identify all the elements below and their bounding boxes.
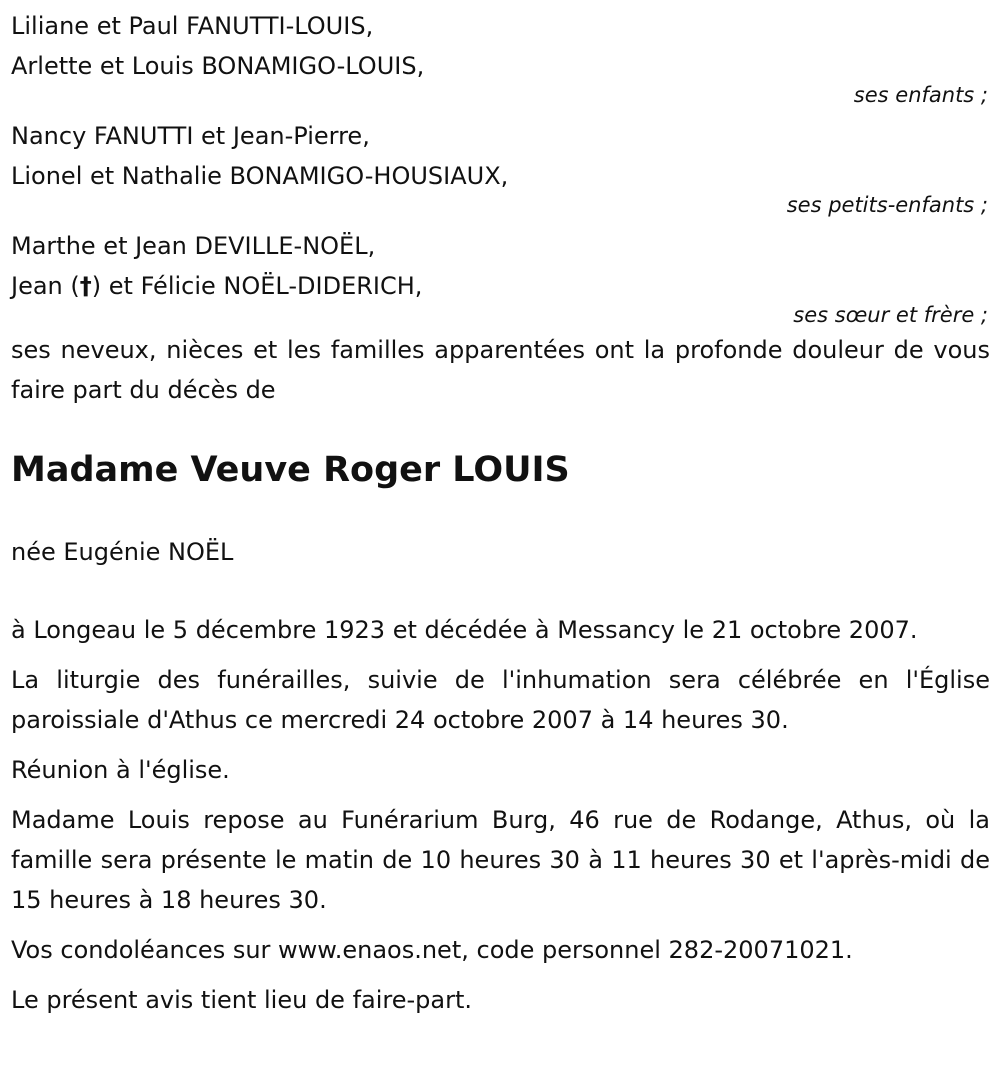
- family-line: Arlette et Louis BONAMIGO-LOUIS,: [11, 52, 425, 80]
- condolences-paragraph: Vos condoléances sur www.enaos.net, code personnel 282-20071021.: [11, 936, 853, 964]
- relation-label: ses enfants ;: [853, 83, 988, 107]
- maiden-name: née Eugénie NOËL: [11, 538, 234, 566]
- family-line: Lionel et Nathalie BONAMIGO-HOUSIAUX,: [11, 162, 509, 190]
- meeting-paragraph: Réunion à l'église.: [11, 756, 230, 784]
- deceased-name: Madame Veuve Roger LOUIS: [11, 450, 570, 490]
- funerarium-paragraph: Madame Louis repose au Funérarium Burg, 46 rue de Rodange, Athus, où la famille sera présente le matin de 10 heures 30 à 11 heures 30 et l'après-midi de 15 heures à 18 heures 30.: [11, 806, 990, 914]
- family-line: Liliane et Paul FANUTTI-LOUIS,: [11, 12, 374, 40]
- family-line: Marthe et Jean DEVILLE-NOËL,: [11, 232, 376, 260]
- family-line-part: Jean (: [11, 272, 80, 300]
- deceased-cross-icon: †: [79, 272, 92, 300]
- announcement-text: ses neveux, nièces et les familles apparentées ont la profonde douleur de vous faire part du décès de: [11, 336, 990, 404]
- relation-label: ses petits-enfants ;: [786, 193, 988, 217]
- relation-label: ses sœur et frère ;: [793, 303, 988, 327]
- family-line-part: ) et Félicie NOËL-DIDERICH,: [91, 272, 423, 300]
- family-line: [11, 266, 990, 306]
- birth-death-paragraph: à Longeau le 5 décembre 1923 et décédée à Messancy le 21 octobre 2007.: [11, 616, 918, 644]
- grandchildren-block: [11, 116, 990, 218]
- family-line: Nancy FANUTTI et Jean-Pierre,: [11, 122, 370, 150]
- funeral-paragraph: La liturgie des funérailles, suivie de l'inhumation sera célébrée en l'Église paroissiale d'Athus ce mercredi 24 octobre 2007 à 14 heures 30.: [11, 666, 990, 734]
- siblings-block: [11, 226, 990, 328]
- children-block: [11, 0, 990, 108]
- notice-paragraph: Le présent avis tient lieu de faire-part.: [11, 986, 473, 1014]
